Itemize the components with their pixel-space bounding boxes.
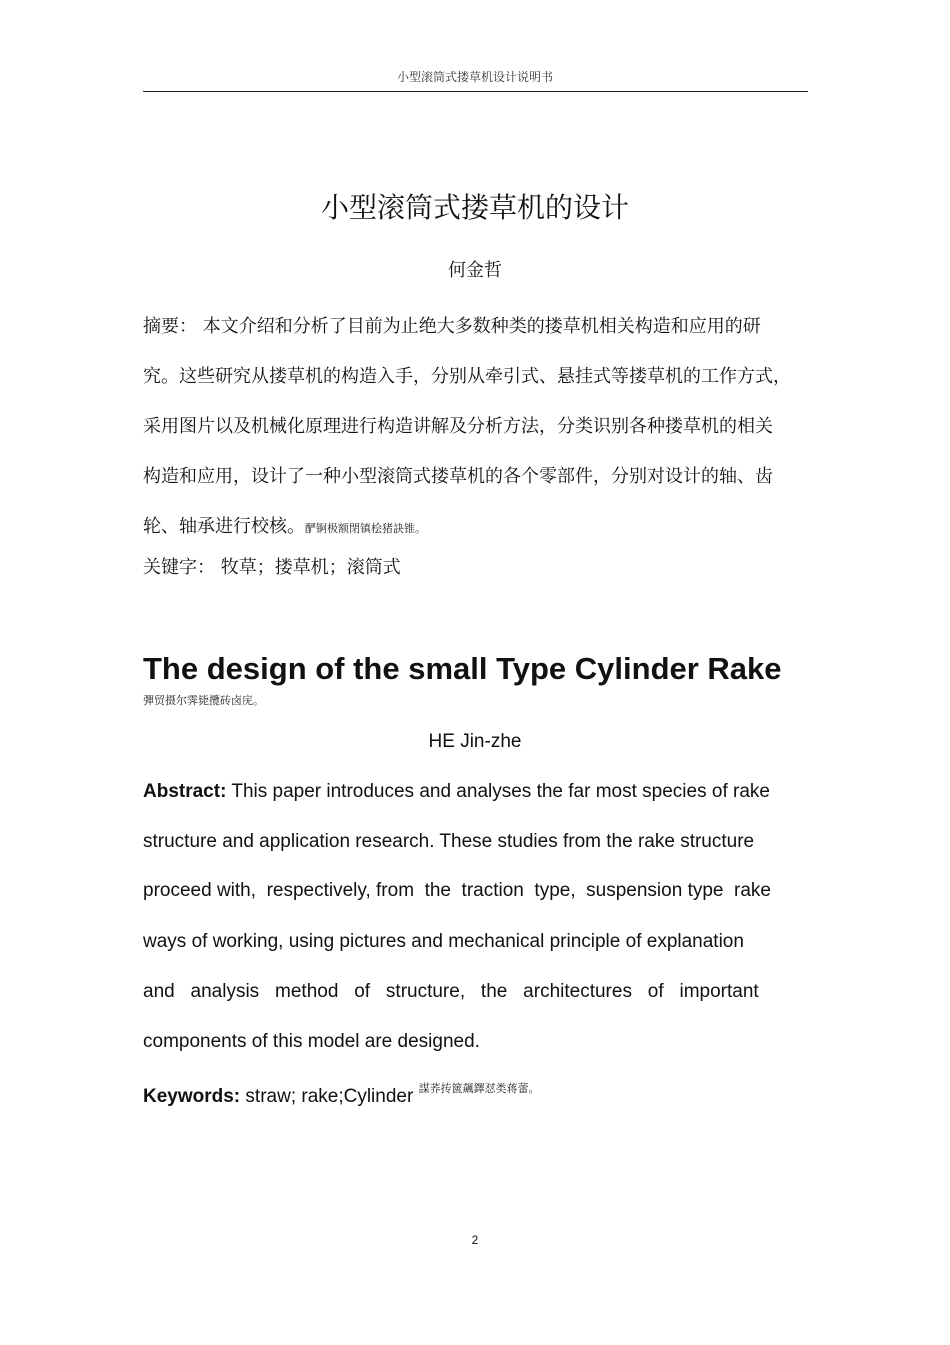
chinese-abstract-line: 摘要： 本文介绍和分析了目前为止绝大多数种类的搂草机相关构造和应用的研 — [143, 316, 761, 337]
english-abstract-line: and analysis method of structure, the architectures of important — [143, 981, 759, 1002]
english-keywords-mark: 謀荞抟篋飆鐸怼类蒋蕾。 — [418, 1083, 540, 1095]
chinese-keywords: 关键字： 牧草；搂草机；滚筒式 — [143, 557, 401, 578]
chinese-abstract — [143, 302, 813, 554]
chinese-author: 何金哲 — [448, 260, 502, 281]
chinese-abstract-last-text: 轮、轴承进行校核。 — [143, 516, 305, 537]
chinese-abstract-line: 采用图片以及机械化原理进行构造讲解及分析方法，分类识别各种搂草机的相关 — [143, 416, 773, 437]
chinese-abstract-mark: 酽锕极额閉镇桧猪訣锥。 — [305, 522, 426, 535]
english-abstract-line: proceed with, respectively, from the traction type, suspension type rake — [143, 880, 772, 901]
english-keywords-text: straw; rake;Cylinder — [240, 1086, 419, 1107]
english-abstract-line: structure and application research. These studies from the rake structure — [143, 831, 755, 852]
running-header: 小型滚筒式搂草机设计说明书 — [396, 70, 553, 84]
chinese-abstract-line — [143, 502, 813, 554]
english-title-mark: 彈贸摄尔霁毙攬砖卤庑。 — [143, 694, 264, 707]
english-abstract-text: This paper introduces and analyses the far most species of rake — [231, 781, 770, 802]
chinese-abstract-line: 构造和应用，设计了一种小型滚筒式搂草机的各个零部件，分别对设计的轴、齿 — [143, 466, 773, 487]
header-divider — [143, 91, 808, 92]
chinese-title: 小型滚筒式搂草机的设计 — [320, 191, 629, 224]
english-keywords — [143, 1080, 540, 1108]
english-abstract-line: ways of working, using pictures and mechanical principle of explanation — [143, 931, 744, 952]
chinese-abstract-line: 究。这些研究从搂草机的构造入手，分别从牵引式、悬挂式等搂草机的工作方式， — [143, 366, 791, 387]
keywords-label: Keywords: — [143, 1086, 241, 1107]
english-title: The design of the small Type Cylinder Rake — [143, 651, 782, 686]
english-abstract-line — [143, 781, 770, 803]
english-abstract-line: components of this model are designed. — [143, 1031, 480, 1052]
abstract-label: Abstract: — [143, 781, 227, 802]
english-author: HE Jin-zhe — [428, 731, 522, 752]
page-number: 2 — [471, 1233, 479, 1247]
